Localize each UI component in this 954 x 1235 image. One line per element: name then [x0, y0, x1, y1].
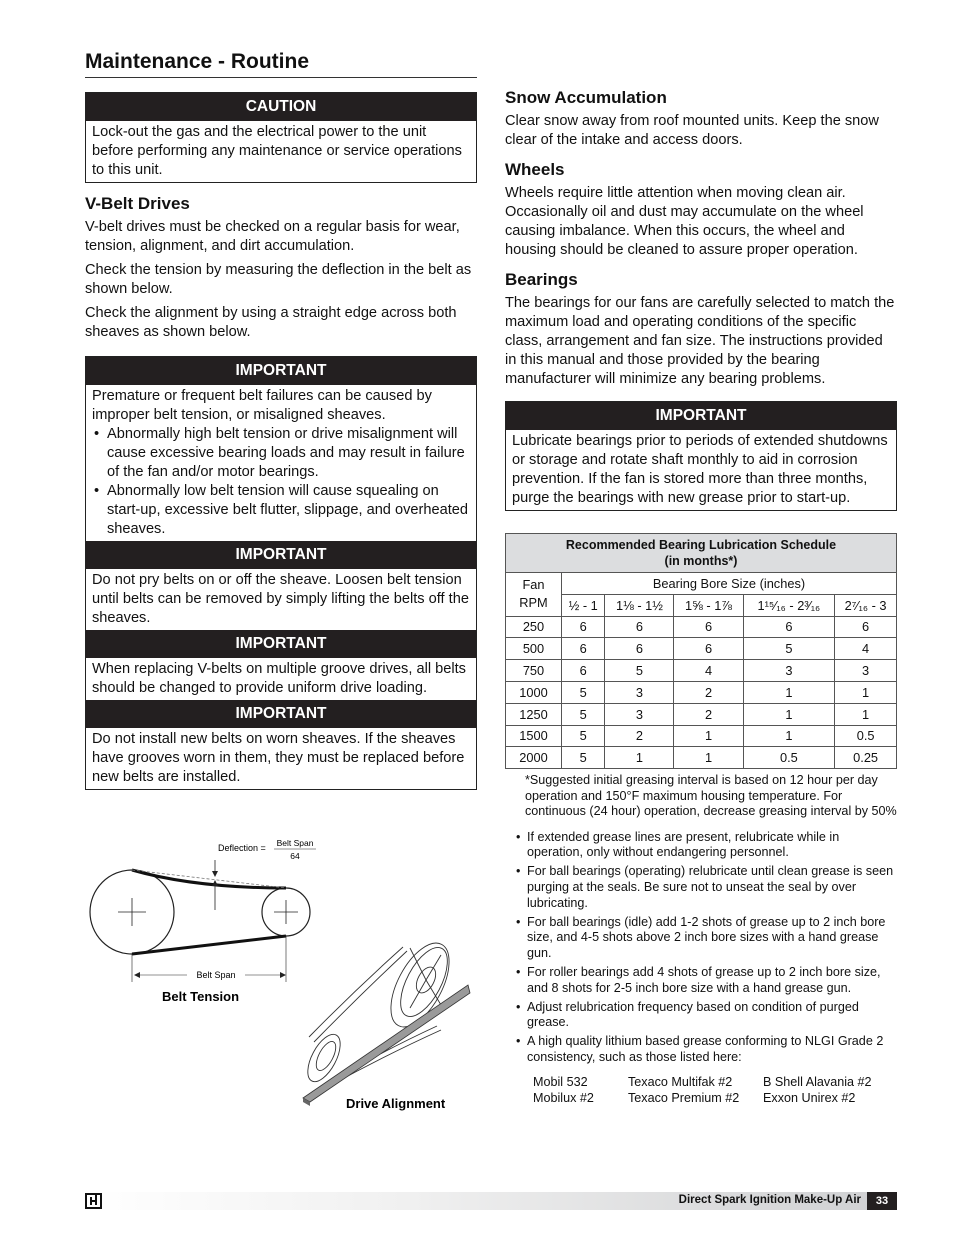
interval-cell: 6: [562, 638, 605, 660]
snow-heading: Snow Accumulation: [505, 88, 667, 107]
interval-cell: 5: [562, 703, 605, 725]
grease-item: B Shell Alavania #2: [763, 1074, 872, 1089]
belt-diagram: [85, 830, 477, 1120]
important-header: IMPORTANT: [86, 700, 476, 728]
list-item: • For ball bearings (operating) relubricate until clean grease is seen purging at the seals. Be sure not to unseat the seal by over lubricating.: [515, 864, 897, 911]
drive-alignment-caption: Drive Alignment: [346, 1096, 446, 1111]
interval-cell: 5: [562, 725, 605, 747]
vbelt-paragraph-2: Check the tension by measuring the deflection in the belt as shown below.: [85, 262, 472, 297]
bearings-text: The bearings for our fans are carefully selected to match the maximum load and operating conditions of the specific class, arrangement and fan size. The instructions provided in this manual and those provided by the bearing manufacturer will minimize any bearing problems.: [505, 295, 895, 387]
rpm-cell: 500: [506, 638, 562, 660]
interval-cell: 6: [674, 616, 743, 638]
interval-cell: 1: [835, 703, 897, 725]
footer-doc-title: Direct Spark Ignition Make-Up Air: [678, 1194, 861, 1206]
table-row: [506, 616, 897, 638]
table-row: [506, 725, 897, 747]
interval-cell: 1: [743, 681, 835, 703]
list-item: • A high quality lithium based grease conforming to NLGI Grade 2 consistency, such as those listed here:: [515, 1034, 897, 1066]
important-header: IMPORTANT: [506, 402, 896, 430]
interval-cell: 3: [743, 660, 835, 682]
interval-cell: 4: [835, 638, 897, 660]
interval-cell: 1: [674, 725, 743, 747]
vbelt-paragraph-1: V-belt drives must be checked on a regular basis for wear, tension, alignment, and dirt accumulation.: [85, 219, 460, 254]
important-text: Do not install new belts on worn sheaves. If the sheaves have grooves worn in them, they must be replaced before new belts are installed.: [92, 731, 465, 785]
snow-text: Clear snow away from roof mounted units. Keep the snow clear of the intake and access doors.: [505, 113, 879, 148]
right-column: [505, 88, 897, 1106]
page-title: Maintenance - Routine: [85, 50, 477, 78]
important-intro: Premature or frequent belt failures can be caused by improper belt tension, or misaligned sheaves.: [92, 388, 432, 423]
vbelt-heading: V-Belt Drives: [85, 194, 190, 213]
rpm-cell: 1000: [506, 681, 562, 703]
grease-item: Texaco Multifak #2: [628, 1074, 733, 1089]
page-number: 33: [867, 1192, 897, 1210]
important-bullet: • Abnormally low belt tension will cause squealing on start-up, excessive belt flutter, slippage, and overheated sheaves.: [92, 482, 470, 539]
table-row: [506, 681, 897, 703]
interval-cell: 6: [605, 616, 674, 638]
bore-size: 1¹⁵⁄₁₆ - 2³⁄₁₆: [743, 594, 835, 616]
caution-text: Lock-out the gas and the electrical power to the unit before performing any maintenance or service operations to this unit.: [92, 124, 462, 178]
interval-cell: 2: [674, 681, 743, 703]
grease-list: [533, 1074, 897, 1106]
rpm-cell: 1250: [506, 703, 562, 725]
straight-edge: [303, 985, 470, 1102]
interval-cell: 5: [562, 747, 605, 769]
bore-size: 1⅝ - 1⅞: [674, 594, 743, 616]
interval-cell: 3: [605, 681, 674, 703]
interval-cell: 6: [562, 660, 605, 682]
left-column: [85, 92, 477, 790]
fan-rpm-header: Fan RPM: [506, 573, 562, 617]
important-text: Lubricate bearings prior to periods of extended shutdowns or storage and rotate shaft monthly to aid in corrosion prevention. If the fan is stored more than three months, purge the bearings with new grease prior to start-up.: [512, 433, 888, 506]
caution-header: CAUTION: [86, 93, 476, 121]
bore-size-header: Bearing Bore Size (inches): [562, 573, 897, 595]
interval-cell: 1: [743, 703, 835, 725]
interval-cell: 1: [674, 747, 743, 769]
interval-cell: 6: [674, 638, 743, 660]
important-text: Do not pry belts on or off the sheave. Loosen belt tension until belts can be removed by simply lifting the belts off the sheaves.: [92, 572, 469, 626]
grease-item: Exxon Unirex #2: [763, 1090, 856, 1105]
wheels-text: Wheels require little attention when moving clean air. Occasionally oil and dust may accumulate on the wheel causing imbalance. When this occurs, the wheel and housing should be cleaned to assure proper operation.: [505, 185, 864, 258]
important-header: IMPORTANT: [86, 630, 476, 658]
interval-cell: 2: [674, 703, 743, 725]
important-text: When replacing V-belts on multiple groove drives, all belts should be changed to provide uniform drive loading.: [92, 661, 466, 696]
bore-size: ½ - 1: [562, 594, 605, 616]
interval-cell: 3: [835, 660, 897, 682]
interval-cell: 1: [835, 681, 897, 703]
fraction-denominator: 64: [290, 851, 300, 861]
table-footnote: *Suggested initial greasing interval is based on 12 hour per day operation and 150°F maximum housing temperature. For continuous (24 hour) operation, decrease greasing interval by 50%: [525, 773, 897, 819]
rpm-cell: 2000: [506, 747, 562, 769]
important-box-lubricate: [505, 401, 897, 511]
important-text: [86, 385, 476, 541]
list-item: • Adjust relubrication frequency based on condition of purged grease.: [515, 1000, 897, 1032]
interval-cell: 1: [605, 747, 674, 769]
important-header: IMPORTANT: [86, 541, 476, 569]
important-header: IMPORTANT: [86, 357, 476, 385]
interval-cell: 0.5: [743, 747, 835, 769]
grease-item: Mobilux #2: [533, 1090, 594, 1105]
bore-size: 1⅛ - 1½: [605, 594, 674, 616]
table-row: [506, 747, 897, 769]
vbelt-paragraph-3: Check the alignment by using a straight edge across both sheaves as shown below.: [85, 305, 457, 340]
interval-cell: 5: [562, 681, 605, 703]
footer-bar: [85, 1192, 897, 1210]
interval-cell: 4: [674, 660, 743, 682]
caution-box: [85, 92, 477, 183]
lubrication-schedule-table: [505, 533, 897, 769]
bearings-heading: Bearings: [505, 270, 578, 289]
table-row: [506, 703, 897, 725]
belt-span-label: Belt Span: [196, 970, 236, 980]
grease-item: Texaco Premium #2: [628, 1090, 740, 1105]
interval-cell: 0.25: [835, 747, 897, 769]
interval-cell: 6: [562, 616, 605, 638]
bore-size-row: [506, 594, 897, 616]
brand-logo-icon: [85, 1192, 107, 1210]
table-row: [506, 660, 897, 682]
interval-cell: 6: [835, 616, 897, 638]
table-title: Recommended Bearing Lubrication Schedule (in months*): [506, 534, 897, 573]
lubrication-bullets: [515, 830, 897, 1066]
interval-cell: 6: [605, 638, 674, 660]
list-item: • For ball bearings (idle) add 1-2 shots of grease up to 2 inch bore size, and 4-5 shots above 2 inch bore sizes with a hand grease gun.: [515, 915, 897, 962]
deflection-label: Deflection =: [218, 843, 266, 853]
interval-cell: 3: [605, 703, 674, 725]
rpm-cell: 1500: [506, 725, 562, 747]
important-box-belt-failures: [85, 356, 477, 790]
belt-figures: [85, 830, 477, 1120]
list-item: • For roller bearings add 4 shots of grease up to 2 inch bore size, and 8 shots for 2-5 inch bore size with a hand grease gun.: [515, 965, 897, 997]
grease-item: Mobil 532: [533, 1074, 588, 1089]
interval-cell: 5: [743, 638, 835, 660]
interval-cell: 1: [743, 725, 835, 747]
bore-size: 2⁷⁄₁₆ - 3: [835, 594, 897, 616]
rpm-cell: 250: [506, 616, 562, 638]
belt-tension-caption: Belt Tension: [162, 989, 240, 1004]
interval-cell: 6: [743, 616, 835, 638]
wheels-heading: Wheels: [505, 160, 565, 179]
list-item: • If extended grease lines are present, relubricate while in operation, only without endangering personnel.: [515, 830, 897, 862]
fraction-numerator: Belt Span: [276, 838, 314, 848]
rpm-cell: 750: [506, 660, 562, 682]
important-bullet: • Abnormally high belt tension or drive misalignment will cause excessive bearing loads and may result in failure of the fan and/or motor bearings.: [92, 425, 470, 482]
interval-cell: 0.5: [835, 725, 897, 747]
important-bullets: [92, 425, 470, 539]
table-row: [506, 638, 897, 660]
table-body: [506, 616, 897, 769]
interval-cell: 5: [605, 660, 674, 682]
interval-cell: 2: [605, 725, 674, 747]
